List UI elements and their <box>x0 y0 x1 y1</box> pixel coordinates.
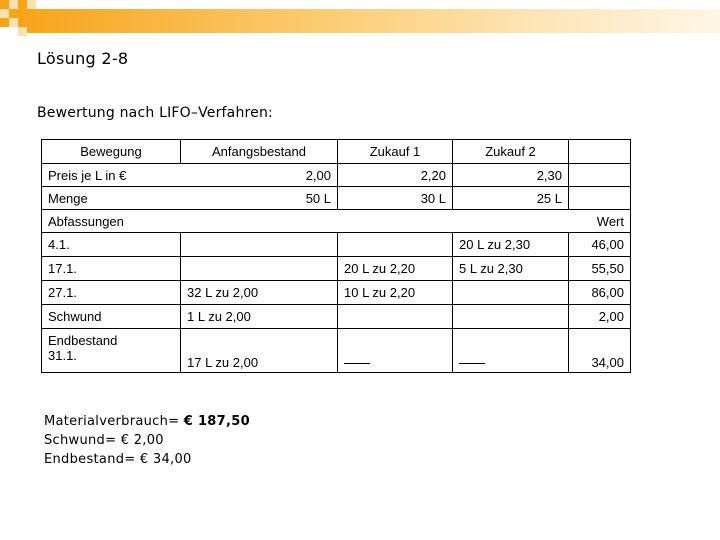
row-endbestand-zukauf2 <box>452 328 569 373</box>
row-17-1-wert: 55,50 <box>568 256 631 281</box>
materialverbrauch-value: € 187,50 <box>183 414 250 429</box>
deco-square <box>0 18 9 27</box>
row-17-1-zukauf1: 20 L zu 2,20 <box>337 256 453 281</box>
summary <box>44 412 250 469</box>
row-27-1-wert: 86,00 <box>568 280 631 305</box>
preis-zukauf1: 2,20 <box>337 163 453 187</box>
row-schwund-anfangsbestand: 1 L zu 2,00 <box>180 304 338 329</box>
summary-schwund: Schwund= € 2,00 <box>44 433 164 448</box>
deco-square <box>9 18 18 27</box>
row-4-1-zukauf2: 20 L zu 2,30 <box>452 232 569 257</box>
menge-zukauf1: 30 L <box>337 186 453 210</box>
row-27-1-anfangsbestand: 32 L zu 2,00 <box>180 280 338 305</box>
deco-square <box>0 9 9 18</box>
row-17-1-label: 17.1. <box>41 256 181 281</box>
deco-square <box>18 0 27 9</box>
menge-anfangsbestand: 50 L <box>305 190 331 206</box>
row-4-1-label: 4.1. <box>41 232 181 257</box>
deco-square <box>0 0 9 9</box>
header-gradient-band <box>18 9 720 33</box>
header-anfangsbestand: Anfangsbestand <box>180 139 338 164</box>
row-27-1-label: 27.1. <box>41 280 181 305</box>
menge-label: Menge <box>48 190 88 206</box>
endbestand-label-line1: Endbestand <box>48 333 118 348</box>
menge-zukauf2: 25 L <box>452 186 569 210</box>
row-endbestand-label <box>41 328 181 373</box>
dash-line <box>344 363 370 364</box>
row-endbestand-zukauf1 <box>337 328 453 373</box>
row-17-1-zukauf2: 5 L zu 2,30 <box>452 256 569 281</box>
preis-outline <box>41 163 338 187</box>
row-17-1-anfangsbestand <box>180 256 338 281</box>
preis-anfangsbestand: 2,00 <box>305 167 331 183</box>
header-decoration <box>0 0 720 40</box>
header-zukauf1: Zukauf 1 <box>337 139 453 164</box>
slide-title: Lösung 2-8 <box>37 49 129 68</box>
row-endbestand-wert: 34,00 <box>568 328 631 373</box>
header-zukauf2: Zukauf 2 <box>452 139 569 164</box>
menge-outline <box>41 186 338 210</box>
dash-line <box>459 363 485 364</box>
endbestand-label-line2: 31.1. <box>48 348 77 363</box>
row-endbestand-anfangsbestand: 17 L zu 2,00 <box>180 328 338 373</box>
preis-empty <box>568 163 631 187</box>
materialverbrauch-label: Materialverbrauch= <box>44 414 180 429</box>
abfassungen-label: Abfassungen <box>48 213 124 229</box>
row-4-1-anfangsbestand <box>180 232 338 257</box>
slide-subtitle: Bewertung nach LIFO–Verfahren: <box>37 105 273 121</box>
row-27-1-zukauf1: 10 L zu 2,20 <box>337 280 453 305</box>
row-4-1-zukauf1 <box>337 232 453 257</box>
header-empty <box>568 139 631 164</box>
menge-empty <box>568 186 631 210</box>
deco-square <box>18 27 27 36</box>
summary-materialverbrauch <box>44 412 250 431</box>
row-schwund-wert: 2,00 <box>568 304 631 329</box>
preis-label: Preis je L in € <box>48 167 127 183</box>
row-schwund-zukauf1 <box>337 304 453 329</box>
row-schwund-label: Schwund <box>41 304 181 329</box>
wert-header: Wert <box>596 213 624 229</box>
deco-square <box>27 0 36 9</box>
row-4-1-wert: 46,00 <box>568 232 631 257</box>
summary-endbestand: Endbestand= € 34,00 <box>44 452 192 467</box>
header-bewegung: Bewegung <box>41 139 181 164</box>
deco-square <box>9 0 18 9</box>
row-schwund-zukauf2 <box>452 304 569 329</box>
preis-zukauf2: 2,30 <box>452 163 569 187</box>
row-27-1-zukauf2 <box>452 280 569 305</box>
deco-square <box>9 9 18 18</box>
